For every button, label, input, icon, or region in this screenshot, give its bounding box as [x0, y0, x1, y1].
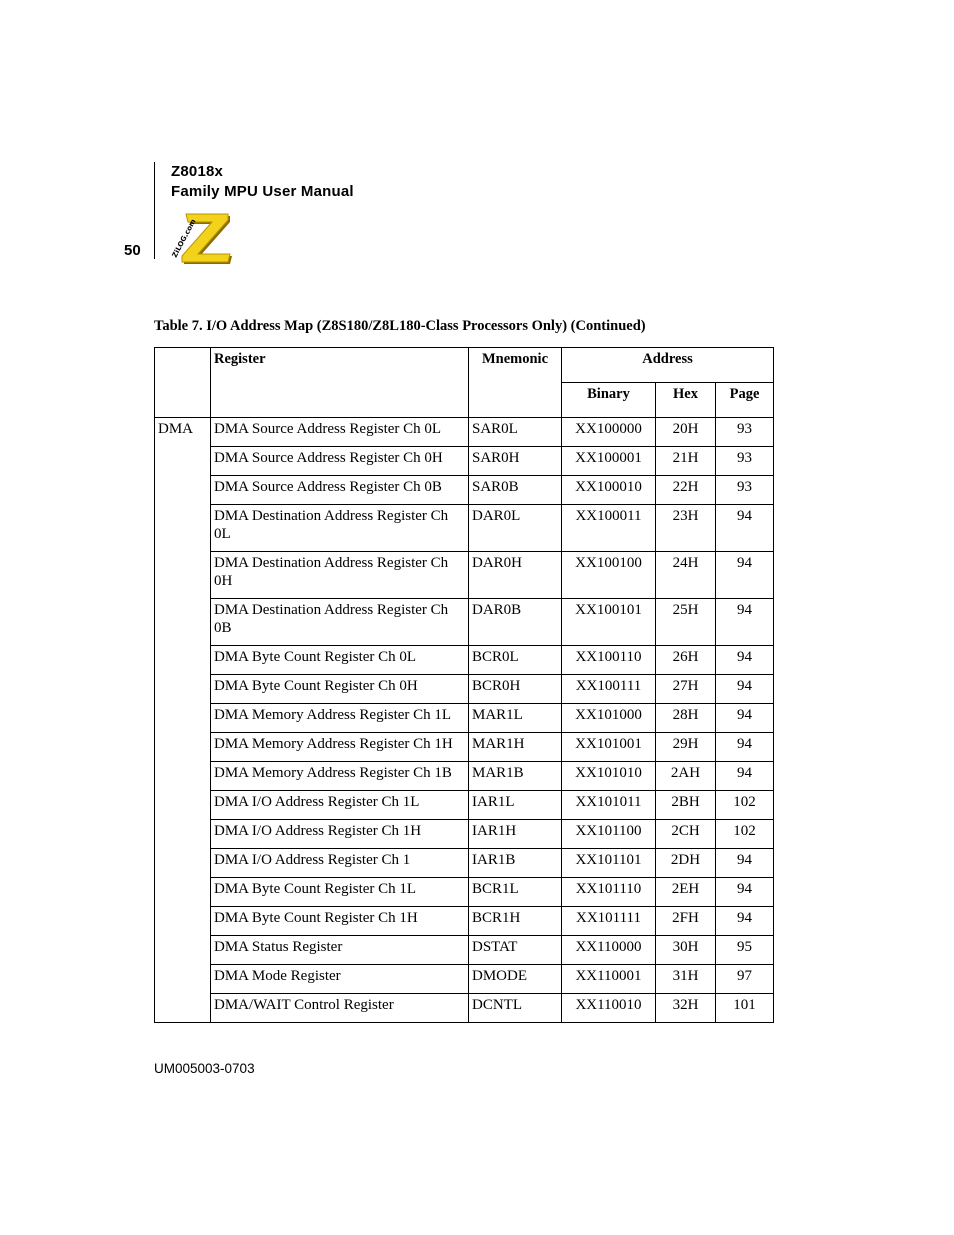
register-cell: DMA Byte Count Register Ch 0L [211, 646, 469, 675]
mnemonic-cell: SAR0H [469, 447, 562, 476]
page-cell: 94 [716, 733, 774, 762]
binary-cell: XX100000 [562, 418, 656, 447]
table-row [155, 936, 774, 965]
hex-cell: 28H [656, 704, 716, 733]
hex-cell: 24H [656, 552, 716, 599]
mnemonic-cell: DAR0H [469, 552, 562, 599]
table-row [155, 599, 774, 646]
register-column-header: Register [211, 348, 469, 418]
hex-cell: 2CH [656, 820, 716, 849]
hex-cell: 26H [656, 646, 716, 675]
register-cell: DMA Source Address Register Ch 0H [211, 447, 469, 476]
manual-title-line2: Family MPU User Manual [171, 183, 354, 200]
binary-cell: XX101100 [562, 820, 656, 849]
binary-cell: XX100111 [562, 675, 656, 704]
register-cell: DMA/WAIT Control Register [211, 994, 469, 1023]
mnemonic-cell: IAR1L [469, 791, 562, 820]
hex-cell: 22H [656, 476, 716, 505]
mnemonic-cell: SAR0B [469, 476, 562, 505]
mnemonic-cell: MAR1H [469, 733, 562, 762]
mnemonic-cell: MAR1B [469, 762, 562, 791]
page-cell: 94 [716, 907, 774, 936]
binary-cell: XX100011 [562, 505, 656, 552]
mnemonic-cell: BCR0L [469, 646, 562, 675]
page-cell: 94 [716, 505, 774, 552]
register-cell: DMA Source Address Register Ch 0L [211, 418, 469, 447]
mnemonic-cell: DCNTL [469, 994, 562, 1023]
mnemonic-cell: SAR0L [469, 418, 562, 447]
table-row [155, 505, 774, 552]
page-cell: 102 [716, 820, 774, 849]
binary-cell: XX101101 [562, 849, 656, 878]
binary-cell: XX100100 [562, 552, 656, 599]
hex-cell: 2AH [656, 762, 716, 791]
page-cell: 95 [716, 936, 774, 965]
table-row [155, 791, 774, 820]
register-cell: DMA Destination Address Register Ch 0H [211, 552, 469, 599]
binary-cell: XX100001 [562, 447, 656, 476]
page-cell: 94 [716, 878, 774, 907]
table-row [155, 675, 774, 704]
document-id: UM005003-0703 [154, 1061, 255, 1076]
hex-column-header: Hex [656, 383, 716, 418]
mnemonic-cell: BCR0H [469, 675, 562, 704]
register-cell: DMA Destination Address Register Ch 0L [211, 505, 469, 552]
register-cell: DMA Memory Address Register Ch 1B [211, 762, 469, 791]
hex-cell: 29H [656, 733, 716, 762]
register-cell: DMA Destination Address Register Ch 0B [211, 599, 469, 646]
hex-cell: 2DH [656, 849, 716, 878]
table-row [155, 907, 774, 936]
binary-cell: XX101010 [562, 762, 656, 791]
register-cell: DMA Memory Address Register Ch 1H [211, 733, 469, 762]
hex-cell: 25H [656, 599, 716, 646]
hex-cell: 21H [656, 447, 716, 476]
binary-cell: XX110001 [562, 965, 656, 994]
mnemonic-cell: DSTAT [469, 936, 562, 965]
page-cell: 94 [716, 552, 774, 599]
mnemonic-cell: IAR1H [469, 820, 562, 849]
hex-cell: 2BH [656, 791, 716, 820]
page-cell: 94 [716, 599, 774, 646]
mnemonic-column-header: Mnemonic [469, 348, 562, 418]
binary-cell: XX101001 [562, 733, 656, 762]
table-row [155, 418, 774, 447]
page-cell: 97 [716, 965, 774, 994]
address-group-header: Address [562, 348, 774, 383]
page-cell: 94 [716, 849, 774, 878]
hex-cell: 32H [656, 994, 716, 1023]
binary-cell: XX100010 [562, 476, 656, 505]
binary-column-header: Binary [562, 383, 656, 418]
register-cell: DMA Status Register [211, 936, 469, 965]
mnemonic-cell: MAR1L [469, 704, 562, 733]
binary-cell: XX110010 [562, 994, 656, 1023]
zilog-logo-icon [168, 208, 234, 264]
page-cell: 93 [716, 476, 774, 505]
hex-cell: 27H [656, 675, 716, 704]
page-number: 50 [124, 242, 141, 259]
group-label-cell: DMA [155, 418, 211, 1023]
table-row [155, 476, 774, 505]
binary-cell: XX101111 [562, 907, 656, 936]
hex-cell: 2FH [656, 907, 716, 936]
table-row [155, 849, 774, 878]
mnemonic-cell: DMODE [469, 965, 562, 994]
register-cell: DMA Byte Count Register Ch 1H [211, 907, 469, 936]
manual-title-line1: Z8018x [171, 163, 224, 180]
table-row [155, 704, 774, 733]
register-cell: DMA Memory Address Register Ch 1L [211, 704, 469, 733]
hex-cell: 23H [656, 505, 716, 552]
page-cell: 94 [716, 762, 774, 791]
table-row [155, 878, 774, 907]
mnemonic-cell: IAR1B [469, 849, 562, 878]
logo-wordmark: ZiLOG.com [170, 217, 198, 259]
binary-cell: XX101011 [562, 791, 656, 820]
page-cell: 94 [716, 675, 774, 704]
table-row [155, 762, 774, 791]
register-cell: DMA Mode Register [211, 965, 469, 994]
hex-cell: 2EH [656, 878, 716, 907]
table-row [155, 447, 774, 476]
register-cell: DMA Byte Count Register Ch 1L [211, 878, 469, 907]
page-cell: 93 [716, 447, 774, 476]
table-row [155, 994, 774, 1023]
binary-cell: XX110000 [562, 936, 656, 965]
hex-cell: 20H [656, 418, 716, 447]
page-cell: 93 [716, 418, 774, 447]
table-row [155, 733, 774, 762]
mnemonic-cell: DAR0L [469, 505, 562, 552]
table-caption: Table 7. I/O Address Map (Z8S180/Z8L180-Class Processors Only) (Continued) [154, 318, 646, 334]
page-cell: 94 [716, 646, 774, 675]
table-row [155, 646, 774, 675]
hex-cell: 30H [656, 936, 716, 965]
hex-cell: 31H [656, 965, 716, 994]
mnemonic-cell: BCR1H [469, 907, 562, 936]
table-row [155, 552, 774, 599]
table-body [155, 418, 774, 1023]
table-row [155, 965, 774, 994]
binary-cell: XX101110 [562, 878, 656, 907]
page-cell: 101 [716, 994, 774, 1023]
register-cell: DMA Source Address Register Ch 0B [211, 476, 469, 505]
mnemonic-cell: BCR1L [469, 878, 562, 907]
binary-cell: XX100101 [562, 599, 656, 646]
table-row [155, 820, 774, 849]
register-cell: DMA Byte Count Register Ch 0H [211, 675, 469, 704]
io-address-map-table [154, 347, 774, 1023]
page-column-header: Page [716, 383, 774, 418]
binary-cell: XX100110 [562, 646, 656, 675]
page-cell: 102 [716, 791, 774, 820]
group-header-cell [155, 348, 211, 418]
page-cell: 94 [716, 704, 774, 733]
register-cell: DMA I/O Address Register Ch 1L [211, 791, 469, 820]
binary-cell: XX101000 [562, 704, 656, 733]
mnemonic-cell: DAR0B [469, 599, 562, 646]
register-cell: DMA I/O Address Register Ch 1 [211, 849, 469, 878]
register-cell: DMA I/O Address Register Ch 1H [211, 820, 469, 849]
